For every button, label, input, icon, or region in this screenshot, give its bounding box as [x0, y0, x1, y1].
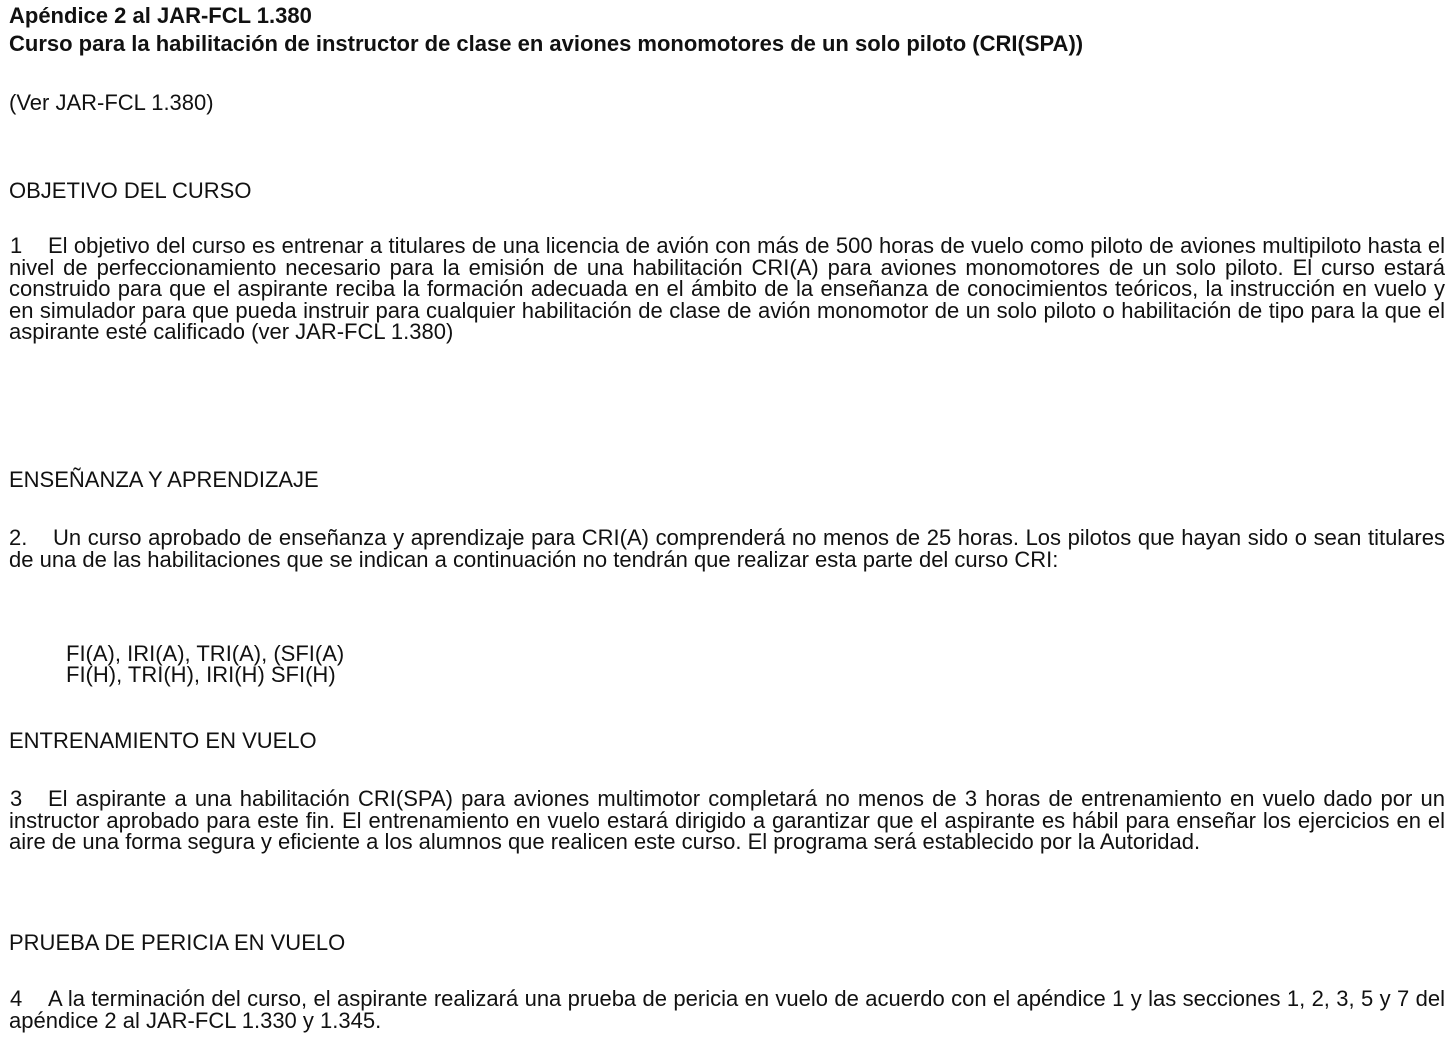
- section-paragraph-ensenanza: [9, 527, 1445, 570]
- paragraph-number: 4: [10, 986, 23, 1011]
- paragraph-text: Un curso aprobado de enseñanza y aprendizaje para CRI(A) comprenderá no menos de 25 horas. Los pilotos que hayan sido o sean titulares de una de las habilitaciones que se indican a continuación no tendrán que realizar esta parte del curso CRI:: [9, 525, 1445, 572]
- ratings-list: [66, 643, 344, 685]
- document-title: [9, 2, 1083, 58]
- section-paragraph-objetivo: [9, 235, 1445, 343]
- course-title: Curso para la habilitación de instructor de clase en aviones monomotores de un solo piloto (CRI(SPA)): [9, 31, 1084, 56]
- paragraph-text: El aspirante a una habilitación CRI(SPA) para aviones multimotor completará no menos de 3 horas de entrenamiento en vuelo dado por un instructor aprobado para este fin. El entrenamiento en vuelo estará dirigido a garantizar que el aspirante es hábil para enseñar los ejercicios en el aire de una forma segura y eficiente a los alumnos que realicen este curso. El programa será establecido por la Autoridad.: [9, 786, 1445, 855]
- appendix-title: Apéndice 2 al JAR-FCL 1.380: [9, 3, 312, 28]
- section-heading-ensenanza: ENSEÑANZA Y APRENDIZAJE: [9, 467, 319, 492]
- section-paragraph-entrenamiento: [9, 788, 1445, 853]
- section-paragraph-prueba: [9, 988, 1445, 1031]
- reference-note: (Ver JAR-FCL 1.380): [9, 90, 214, 115]
- list-item: FI(A), IRI(A), TRI(A), (SFI(A): [66, 641, 345, 666]
- section-heading-prueba: PRUEBA DE PERICIA EN VUELO: [9, 930, 346, 955]
- paragraph-number: 1: [10, 233, 23, 258]
- paragraph-number: 2.: [9, 525, 28, 550]
- section-heading-entrenamiento: ENTRENAMIENTO EN VUELO: [9, 728, 317, 753]
- paragraph-text: El objetivo del curso es entrenar a titulares de una licencia de avión con más de 500 horas de vuelo como piloto de aviones multipiloto hasta el nivel de perfeccionamiento necesario para la emisión de una habilitación CRI(A) para aviones monomotores de un solo piloto. El curso estará construido para que el aspirante reciba la formación adecuada en el ámbito de la enseñanza de conocimientos teóricos, la instrucción en vuelo y en simulador para que pueda instruir para cualquier habilitación de clase de avión monomotor de un solo piloto o habilitación de tipo para la que el aspirante esté calificado (ver JAR-FCL 1.380): [9, 233, 1445, 345]
- paragraph-number: 3: [10, 786, 23, 811]
- paragraph-text: A la terminación del curso, el aspirante realizará una prueba de pericia en vuelo de acuerdo con el apéndice 1 y las secciones 1, 2, 3, 5 y 7 del apéndice 2 al JAR-FCL 1.330 y 1.345.: [9, 986, 1445, 1033]
- section-heading-objetivo: OBJETIVO DEL CURSO: [9, 178, 252, 203]
- list-item: FI(H), TRI(H), IRI(H) SFI(H): [66, 662, 336, 687]
